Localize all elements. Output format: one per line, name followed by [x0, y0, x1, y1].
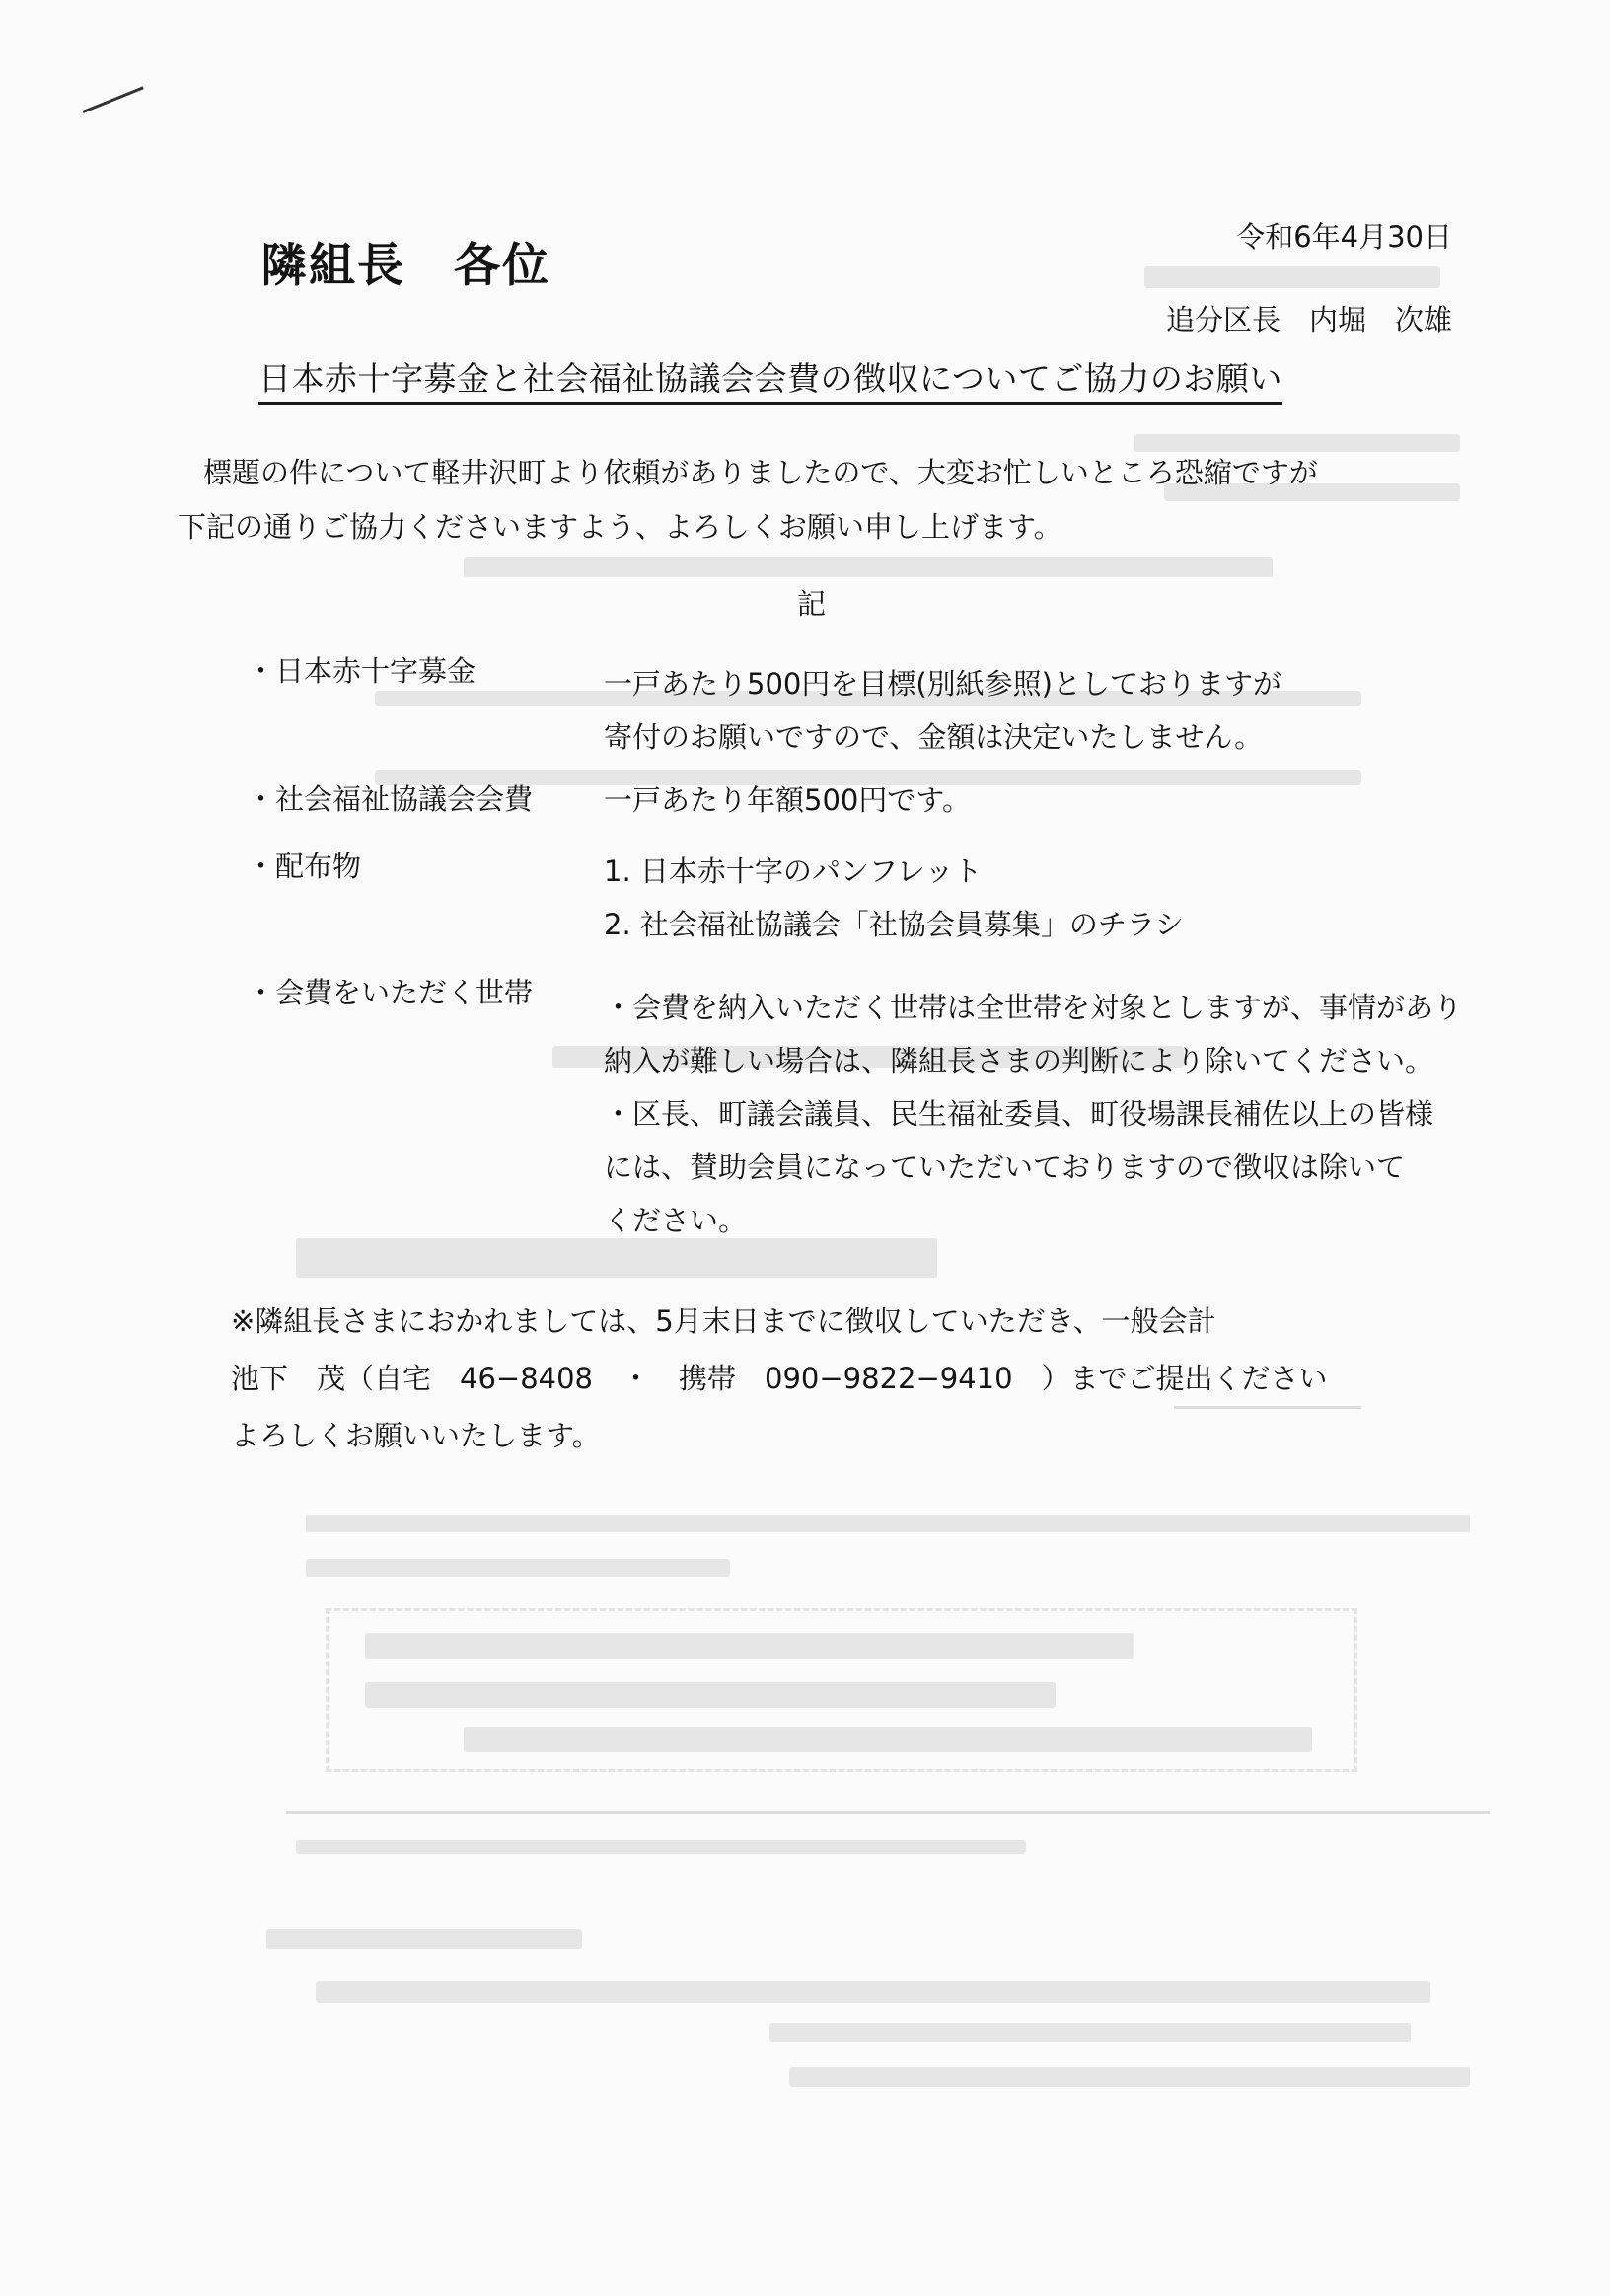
sender-name: 追分区長 内堀 次雄: [1165, 303, 1452, 336]
intro-paragraph: [178, 446, 1391, 555]
stray-pen-mark: [82, 86, 143, 113]
detail-line: 一戸あたり年額500円です。: [604, 783, 972, 817]
note-line-3: よろしくお願いいたします。: [231, 1419, 601, 1452]
intro-line-2: 下記の通りご協力くださいますよう、よろしくお願い申し上げます。: [178, 510, 1062, 544]
recipient-heading: 隣組長 各位: [260, 239, 550, 293]
note-line-1: ※隣組長さまにおかれましては、5月末日までに徴収していただき、一般会計: [231, 1304, 1216, 1338]
item-label-welfare-fee: ・社会福祉協議会会費: [247, 782, 534, 816]
item-label-handouts: ・配布物: [247, 850, 362, 883]
item-detail-households: [604, 981, 1511, 1247]
item-detail-handouts: [604, 845, 1511, 951]
closing-note: [231, 1293, 1513, 1464]
detail-line: 納入が難しい場合は、隣組長さまの判断により除いてください。: [604, 1044, 1434, 1077]
detail-line: ください。: [604, 1204, 748, 1237]
detail-line: 2. 社会福祉協議会「社協会員募集」のチラシ: [604, 908, 1184, 941]
detail-line: ・会費を納入いただく世帯は全世帯を対象としますが、事情があり: [604, 991, 1463, 1024]
detail-line: ・区長、町議会議員、民生福祉委員、町役場課長補佐以上の皆様: [604, 1097, 1434, 1131]
detail-line: 寄付のお願いですので、金額は決定いたしません。: [604, 720, 1264, 754]
ki-marker: 記: [797, 587, 827, 621]
detail-line: 一戸あたり500円を目標(別紙参照)としておりますが: [604, 667, 1281, 701]
item-detail-welfare-fee: [604, 774, 1511, 827]
issue-date: 令和6年4月30日: [1236, 220, 1452, 254]
intro-line-1: 標題の件について軽井沢町より依頼がありましたので、大変お忙しいところ恐縮ですが: [203, 456, 1318, 489]
item-label-households: ・会費をいただく世帯: [247, 976, 534, 1009]
item-detail-redcross: [604, 657, 1511, 764]
document-title: 日本赤十字募金と社会福祉協議会会費の徴収についてご協力のお願い: [258, 353, 1282, 405]
detail-line: 1. 日本赤十字のパンフレット: [604, 854, 983, 888]
item-label-redcross: ・日本赤十字募金: [247, 654, 476, 688]
detail-line: には、賛助会員になっていただいておりますので徴収は除いて: [604, 1150, 1406, 1184]
note-line-2: 池下 茂（自宅 46−8408 ・ 携帯 090−9822−9410 ）までご提出ください: [231, 1362, 1328, 1395]
